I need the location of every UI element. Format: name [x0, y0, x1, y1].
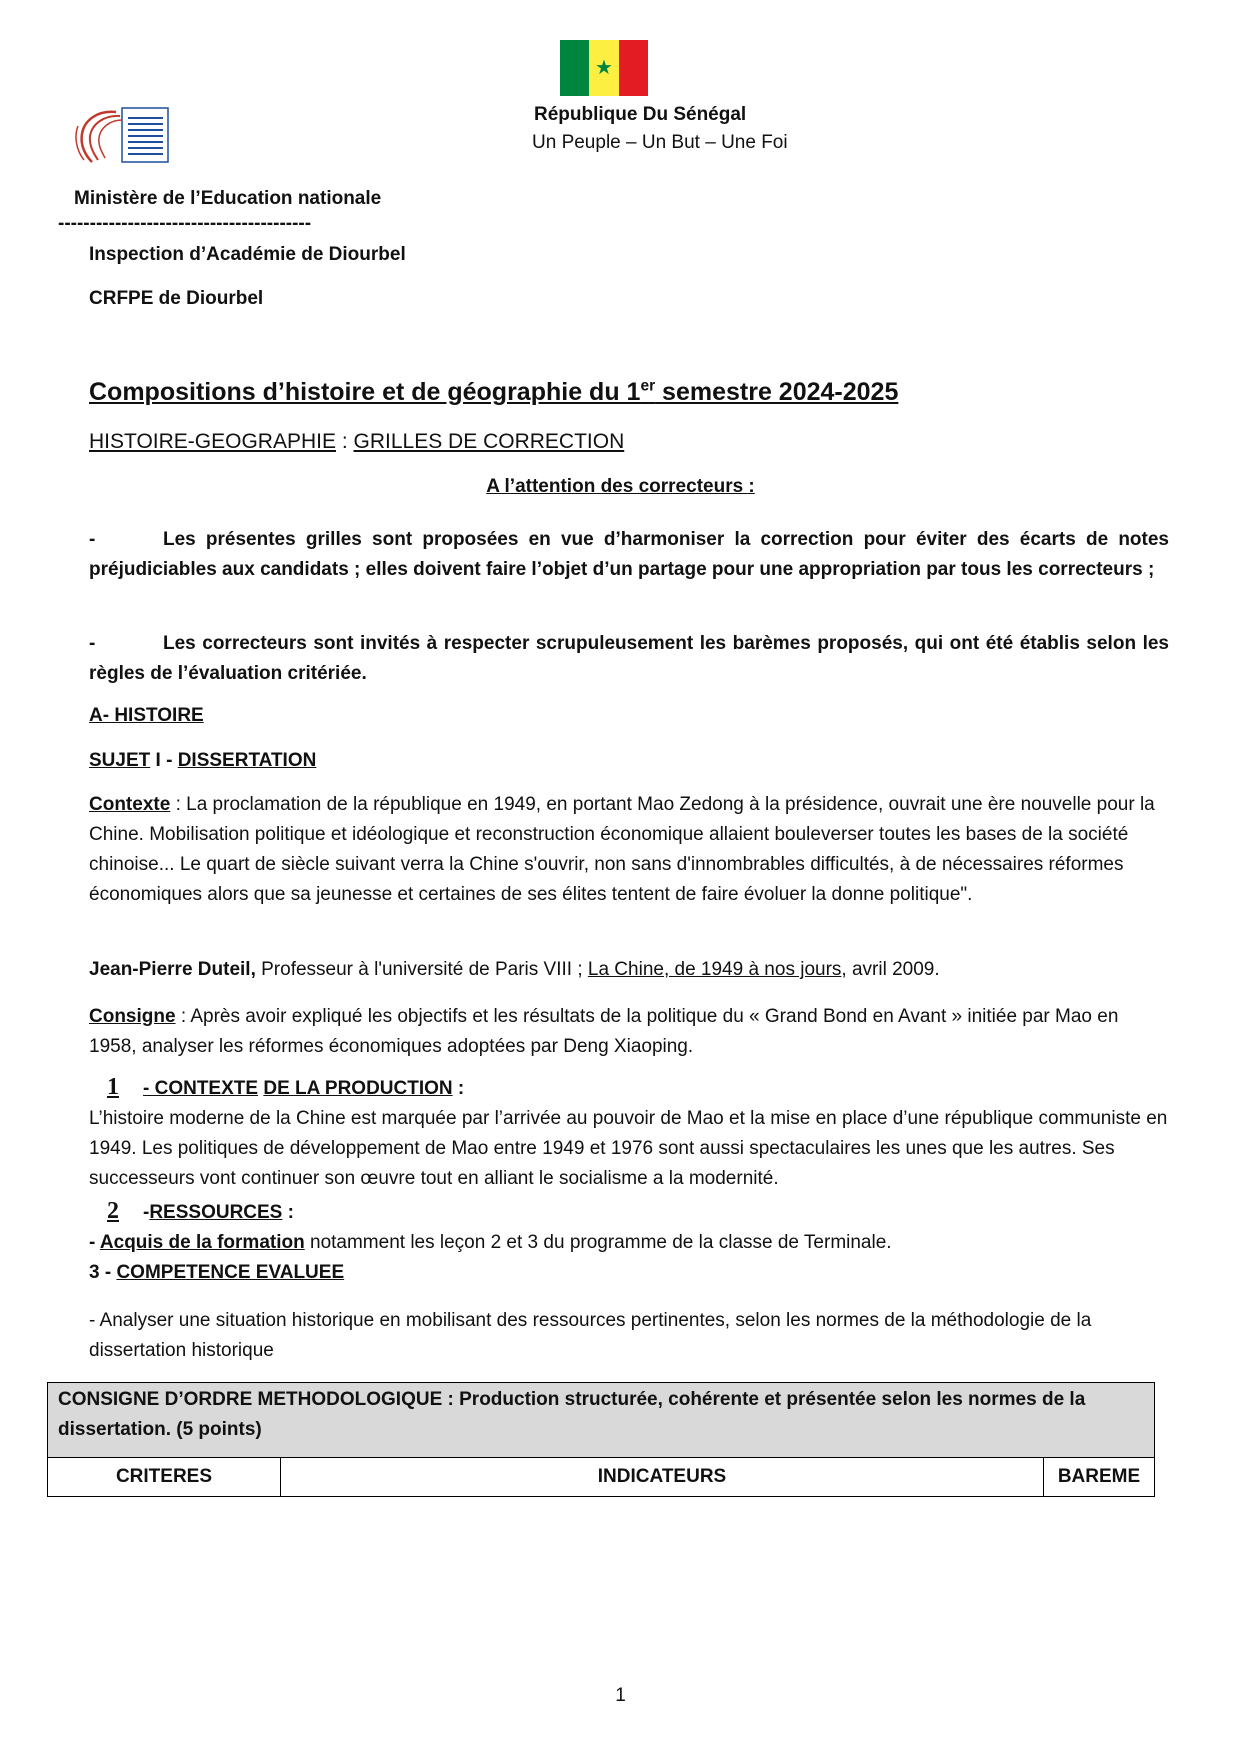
- flag-green-band: [560, 40, 589, 96]
- ministry-name: Ministère de l’Education nationale: [74, 188, 382, 209]
- page-number: 1: [615, 1685, 626, 1706]
- republic-name: République Du Sénégal: [534, 104, 747, 125]
- sujet-heading: SUJET I - DISSERTATION: [89, 750, 317, 771]
- section-histoire-heading: A- HISTOIRE: [89, 705, 204, 726]
- consigne-paragraph: Consigne : Après avoir expliqué les objectifs et les résultats de la politique du « Grand Bond en Avant » initiée par Mao en 1958, analyser les réformes économiques adoptées par Deng Xiaoping.: [89, 1006, 1119, 1057]
- column-criteres: CRITERES: [48, 1458, 281, 1497]
- contexte-paragraph: Contexte : La proclamation de la république en 1949, en portant Mao Zedong à la présidence, ouvrait une ère nouvelle pour la Chine. Mobilisation politique et idéologique et reconstruction économique allaient bouleverser toutes les bases de la société chinoise... Le quart de siècle suivant verra la Chine s'ouvrir, non sans d'innombrables difficultés, à de nécessaires réformes économiques alors que sa jeunesse et certaines de ses élites tentent de faire évoluer la donne politique".: [89, 794, 1155, 905]
- flag-red-band: [619, 40, 648, 96]
- attention-heading: A l’attention des correcteurs :: [486, 476, 755, 497]
- ministry-logo: [68, 106, 170, 164]
- flag-star-icon: ★: [595, 57, 613, 79]
- instruction-item: - Les correcteurs sont invités à respecter scrupuleusement les barèmes proposés, qui ont été établis selon les règles de l’évaluation critériée.: [89, 633, 1169, 684]
- national-motto: Un Peuple – Un But – Une Foi: [532, 132, 788, 153]
- crfpe-name: CRFPE de Diourbel: [89, 288, 264, 309]
- part2-heading: 2 -RESSOURCES :: [107, 1198, 294, 1224]
- column-bareme: BAREME: [1044, 1458, 1155, 1497]
- instruction-item: - Les présentes grilles sont proposées en vue d’harmoniser la correction pour éviter des écarts de notes préjudiciables aux candidats ; elles doivent faire l’objet d’un partage pour une appropriation par tous les correcteurs ;: [89, 529, 1169, 580]
- inspection-name: Inspection d’Académie de Diourbel: [89, 244, 406, 265]
- correction-grid: [47, 1382, 1155, 1497]
- page-title: Compositions d’histoire et de géographie du 1er semestre 2024-2025: [89, 377, 899, 406]
- header-separator: ----------------------------------------: [58, 213, 312, 234]
- part1-heading: 1 - CONTEXTE DE LA PRODUCTION :: [107, 1074, 465, 1100]
- column-indicateurs: INDICATEURS: [281, 1458, 1044, 1497]
- grid-header: CONSIGNE D’ORDRE METHODOLOGIQUE : Production structurée, cohérente et présentée selon les normes de la dissertation. (5 points): [48, 1383, 1155, 1458]
- part3-text: - Analyser une situation historique en mobilisant des ressources pertinentes, selon les normes de la méthodologie de la dissertation historique: [89, 1310, 1092, 1361]
- flag-yellow-band: [589, 40, 618, 96]
- part1-text: L’histoire moderne de la Chine est marquée par l’arrivée au pouvoir de Mao et la mise en place d’une république communiste en 1949. Les politiques de développement de Mao entre 1949 et 1976 sont aussi spectaculaires les unes que les autres. Ses successeurs vont continuer son œuvre tout en alliant le socialisme a la modernité.: [89, 1108, 1168, 1189]
- part2-item: - Acquis de la formation notamment les leçon 2 et 3 du programme de la classe de Terminale.: [89, 1232, 892, 1253]
- part3-heading: 3 - COMPETENCE EVALUEE: [89, 1262, 345, 1283]
- source-citation: Jean-Pierre Duteil, Professeur à l'université de Paris VIII ; La Chine, de 1949 à nos jours, avril 2009.: [89, 959, 940, 980]
- subtitle: HISTOIRE-GEOGRAPHIE : GRILLES DE CORRECTION: [89, 430, 625, 453]
- senegal-flag: [560, 40, 648, 96]
